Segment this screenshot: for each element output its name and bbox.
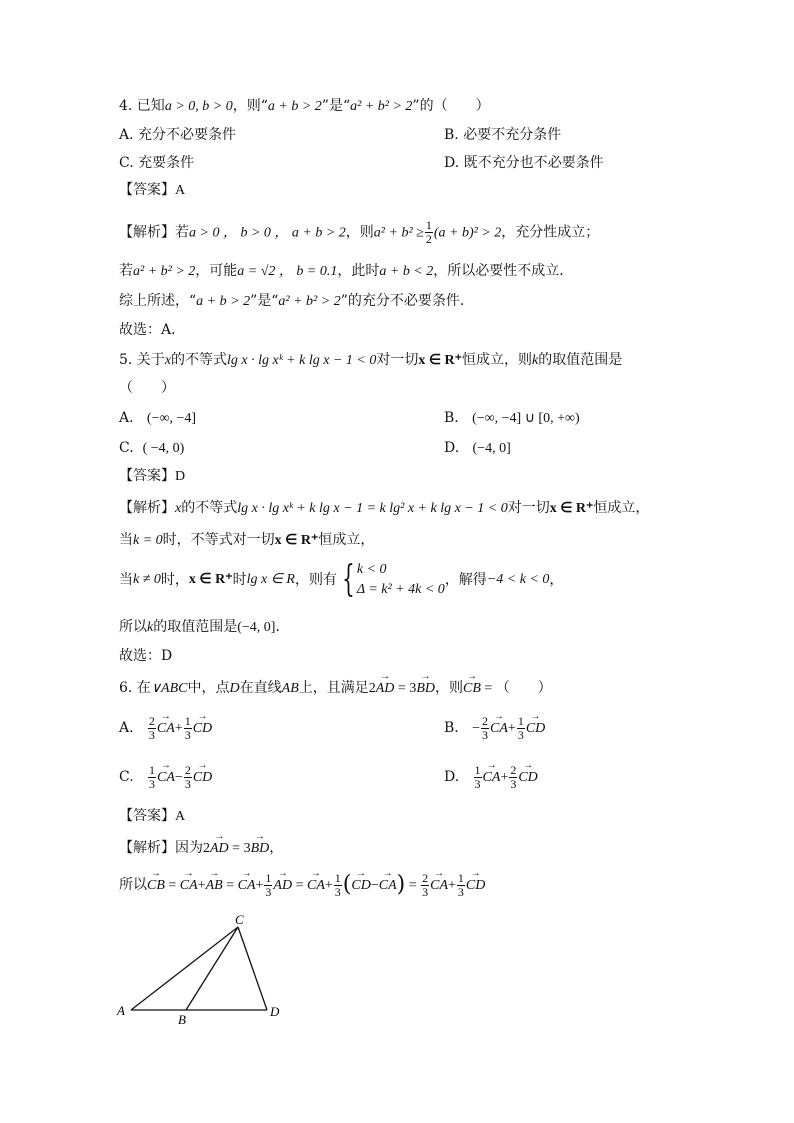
q5-option-a: A. (−∞, −4]	[119, 410, 197, 426]
equals: =	[222, 878, 238, 893]
numerator: 2	[184, 762, 191, 777]
q4-conclusion: 故选：A．	[119, 322, 186, 338]
q5-option-b: B. (−∞, −4] ∪ [0, +∞)	[444, 410, 580, 426]
text: 因为	[175, 840, 203, 856]
equals: =	[164, 878, 180, 893]
text: 在直线	[239, 680, 282, 696]
q4-option-c: C. 充要条件	[119, 155, 195, 171]
vector-ca: → CA	[157, 712, 175, 743]
math: k	[532, 353, 539, 368]
option-value: ( −4, 0)	[142, 441, 185, 456]
q4-stem-text-3: ”是“	[321, 98, 351, 114]
text: 综上所述，“	[119, 293, 197, 309]
plus: +	[448, 878, 456, 893]
q5-analysis-line1	[119, 498, 649, 519]
text: 对一切	[376, 352, 419, 368]
math-condition: 2→ AD = 3→ BD	[369, 681, 435, 696]
numerator: 2	[510, 762, 517, 777]
vector-ad: → AD	[376, 676, 395, 699]
q5-answer	[119, 466, 185, 487]
plus: +	[174, 721, 183, 736]
label-b: B	[178, 1012, 186, 1025]
text: ，则	[345, 224, 374, 241]
text: （ ）	[495, 680, 552, 696]
label-c: C	[235, 912, 244, 927]
text: 时，不等式对一切	[162, 532, 275, 548]
option-letter: A.	[119, 720, 134, 736]
equals: =	[480, 681, 496, 696]
q4-analysis-line2	[119, 261, 573, 282]
text: ，所以必要性不成立．	[433, 263, 574, 279]
math: (a + b)² > 2	[433, 225, 502, 241]
q6-stem	[119, 676, 552, 699]
fraction	[474, 764, 482, 791]
minus: −	[370, 878, 379, 893]
math: x ∈ R⁺	[274, 533, 319, 548]
fraction	[184, 715, 192, 742]
segment-ac	[131, 927, 238, 1010]
text: ，此时	[337, 263, 380, 279]
math: lg x · lg xᵏ + k lg x − 1 < 0	[227, 353, 377, 368]
numerator: 2	[422, 870, 429, 885]
text: 若	[175, 224, 189, 241]
text: ，可能	[195, 263, 238, 279]
math: a + b > 2	[196, 294, 251, 309]
denominator: 3	[517, 727, 524, 742]
q4-q: a² + b² > 2	[350, 99, 413, 114]
text: 上，且满足	[298, 680, 369, 696]
fraction	[148, 764, 156, 791]
denominator: 3	[184, 776, 191, 791]
math: a² + b² > 2	[278, 294, 341, 309]
numerator: 1	[265, 870, 272, 885]
fraction	[184, 764, 192, 791]
text: 当	[119, 532, 133, 548]
text: 若	[119, 263, 133, 279]
text: 时，	[160, 572, 189, 588]
denominator: 3	[422, 884, 429, 899]
plus: +	[197, 878, 206, 893]
q4-p: a + b > 2	[267, 99, 322, 114]
text: 5. 关于	[119, 352, 165, 368]
numerator: 1	[149, 762, 156, 777]
fraction	[334, 872, 342, 899]
q5-paren: （ ）	[119, 380, 175, 396]
math: lg x · lg xᵏ + k lg x − 1 = k lg² x + k lg x − 1 < 0	[237, 501, 508, 516]
q5-stem	[119, 350, 622, 371]
option-letter: D.	[444, 769, 460, 785]
text: 中，点	[187, 680, 230, 696]
text: 恒成立，	[318, 532, 375, 548]
equals: =	[405, 878, 421, 893]
vector-cd: → CD	[466, 868, 485, 901]
vector-ca: → CA	[307, 868, 325, 901]
numerator: 1	[334, 870, 341, 885]
text: 当	[119, 572, 133, 588]
answer-label: 【答案】	[119, 468, 175, 484]
q6-answer	[119, 806, 185, 827]
text: 对一切	[507, 500, 550, 516]
q4-option-a: A. 充分不必要条件	[119, 127, 237, 143]
text: ，则有	[294, 572, 337, 588]
q4-stem-text-2: ，则“	[232, 98, 268, 114]
math: k = 0	[133, 533, 163, 548]
denominator: 3	[482, 727, 489, 742]
text: 所以	[119, 619, 147, 635]
q6-option-b	[444, 712, 545, 743]
vector-cd: → CD	[193, 761, 212, 792]
analysis-label: 【解析】	[119, 840, 175, 856]
q5-option-c: C. ( −4, 0)	[119, 440, 185, 456]
q4-stem	[119, 96, 490, 117]
math-condition: 2→ AD = 3→ BD	[203, 841, 269, 856]
option-value: (−4, 0]	[472, 441, 511, 456]
answer-label: 【答案】	[119, 808, 175, 824]
vector-cd: → CD	[193, 712, 212, 743]
math: ∨ABC	[150, 681, 188, 696]
plus: +	[255, 878, 264, 893]
fraction	[421, 872, 429, 899]
numerator: 2	[148, 713, 155, 728]
vector-ad: → AD	[273, 868, 292, 901]
q4-option-d: D. 既不充分也不必要条件	[444, 155, 604, 171]
vector-cd: → CD	[518, 761, 537, 792]
text: ”的充分不必要条件．	[340, 293, 474, 309]
plus: +	[507, 721, 516, 736]
math: a > 0 ， b > 0 ， a + b > 2	[189, 225, 346, 241]
vector-cd: → CD	[526, 712, 545, 743]
q4-option-b: B. 必要不充分条件	[444, 127, 562, 143]
denominator: 3	[148, 727, 155, 742]
left-paren: (	[342, 872, 352, 897]
math: x ∈ R⁺	[418, 353, 463, 368]
equals: =	[292, 878, 307, 893]
vector-cd: → CD	[351, 868, 370, 901]
math: x ∈ R⁺	[549, 501, 594, 516]
q6-option-c	[119, 761, 212, 792]
label-a: A	[117, 1003, 125, 1018]
fraction	[509, 764, 517, 791]
q5-conclusion: 故选：D	[119, 648, 173, 664]
q5-analysis-line2	[119, 530, 374, 551]
denominator: 3	[457, 884, 464, 899]
triangle-diagram	[115, 910, 295, 1025]
math: a = √2 ， b = 0.1	[237, 264, 338, 279]
answer-value: D	[175, 469, 186, 484]
q6-analysis-line1: 【解析】因为2→ AD = 3→ BD，	[119, 836, 283, 859]
equation-system	[357, 560, 445, 600]
math: x	[164, 353, 172, 368]
math: a + b < 2	[379, 264, 434, 279]
fraction	[481, 715, 489, 742]
right-paren: )	[396, 872, 406, 897]
minus: −	[472, 721, 481, 736]
text: 恒成立，则	[462, 352, 533, 368]
vector-cb: → CB	[147, 868, 165, 901]
denominator: 3	[149, 776, 156, 791]
q6-option-d	[444, 761, 538, 792]
numerator: 1	[184, 713, 191, 728]
denominator: 2	[425, 232, 432, 246]
fraction	[264, 872, 272, 899]
text: ．	[275, 619, 290, 635]
vector-ad: → AD	[210, 836, 229, 859]
text: 恒成立，	[593, 500, 650, 516]
answer-label: 【答案】	[119, 182, 175, 198]
numerator: 1	[425, 218, 432, 232]
fraction	[457, 872, 465, 899]
math: a² + b² > 2	[133, 264, 196, 279]
fraction	[425, 219, 433, 246]
analysis-label: 【解析】	[119, 224, 175, 241]
q5-option-d: D. (−4, 0]	[444, 440, 511, 456]
math: −4 < k < 0	[486, 572, 550, 587]
math: k ≠ 0	[133, 572, 161, 587]
q4-analysis-line3	[119, 291, 474, 312]
vector-bd: → BD	[251, 836, 270, 859]
q4-stem-text: 4. 已知	[119, 98, 165, 114]
vector-ca: → CA	[157, 761, 175, 792]
system-line-2: Δ = k² + 4k < 0	[356, 582, 445, 597]
fraction	[148, 715, 156, 742]
numerator: 1	[474, 762, 481, 777]
denominator: 3	[334, 884, 341, 899]
vector-ca: → CA	[490, 712, 508, 743]
q4-stem-text-4: ”的（ ）	[412, 98, 490, 114]
text: 的不等式	[171, 352, 228, 368]
q4-condition: a > 0, b > 0	[164, 99, 233, 114]
text: ，则	[435, 680, 463, 696]
minus: −	[174, 770, 183, 785]
option-letter: B.	[444, 720, 459, 736]
analysis-label: 【解析】	[119, 500, 175, 516]
brace-icon: {	[342, 559, 355, 600]
text: 6. 在	[119, 680, 151, 696]
text: ，解得	[444, 572, 487, 588]
text: ”是“	[250, 293, 279, 309]
option-value: (−∞, −4] ∪ [0, +∞)	[472, 411, 580, 426]
vector-ca: → CA	[379, 868, 397, 901]
math: x	[175, 501, 182, 516]
option-letter: C.	[119, 769, 134, 785]
option-value: (−∞, −4]	[146, 411, 197, 426]
vector-cb: → CB	[463, 676, 481, 699]
vector-ca: → CA	[483, 761, 501, 792]
text: 的取值范围是	[153, 619, 238, 635]
numerator: 1	[457, 870, 464, 885]
math: x ∈ R⁺	[188, 572, 233, 587]
plus: +	[500, 770, 509, 785]
system-line-1: k < 0	[356, 562, 387, 577]
segment-bc	[186, 927, 238, 1010]
q6-option-a	[119, 712, 212, 743]
plus: +	[324, 878, 333, 893]
math: (−4, 0]	[237, 620, 276, 635]
text: ，	[549, 572, 564, 588]
math: a² + b² ≥	[373, 225, 424, 241]
denominator: 3	[265, 884, 272, 899]
math: k	[147, 620, 154, 635]
text: ，充分性成立；	[501, 224, 600, 241]
vector-ca: → CA	[238, 868, 256, 901]
label-d: D	[270, 1004, 280, 1019]
text: 时	[232, 572, 247, 588]
text: 的取值范围是	[538, 352, 623, 368]
fraction	[517, 715, 525, 742]
answer-value: A	[175, 809, 186, 824]
text: 所以	[119, 877, 147, 893]
segment-cd	[238, 927, 267, 1010]
denominator: 3	[184, 727, 191, 742]
vector-bd: → BD	[416, 676, 435, 699]
answer-value: A	[175, 183, 186, 198]
vector-ca: → CA	[180, 868, 198, 901]
numerator: 1	[517, 713, 524, 728]
vector-ca: → CA	[430, 868, 448, 901]
vector-ab: → AB	[206, 868, 223, 901]
denominator: 3	[474, 776, 481, 791]
q5-analysis-line3	[119, 560, 563, 600]
numerator: 2	[482, 713, 489, 728]
q4-answer	[119, 180, 185, 201]
denominator: 3	[510, 776, 517, 791]
math: AB	[281, 681, 299, 696]
math: lg x ∈ R	[246, 572, 295, 587]
text: 的不等式	[181, 500, 238, 516]
q5-analysis-line4	[119, 617, 289, 638]
math: D	[229, 681, 240, 696]
q4-analysis-line1	[119, 219, 599, 246]
q6-analysis-line2	[119, 868, 485, 901]
